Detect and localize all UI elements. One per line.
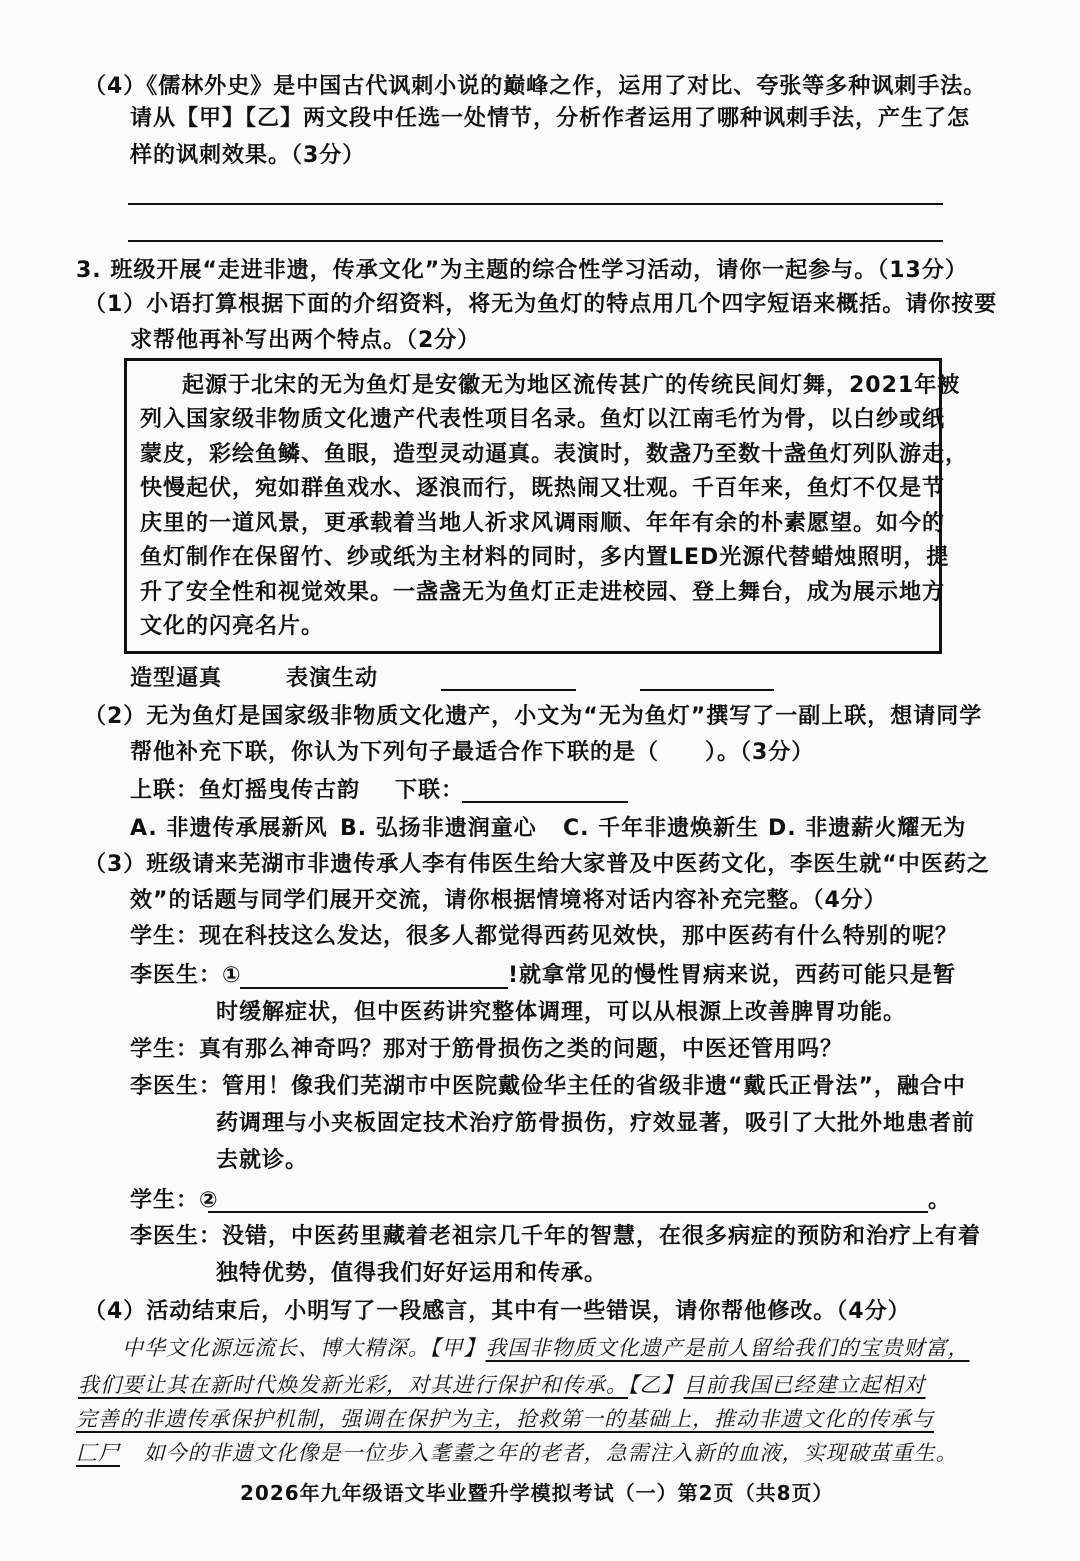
box-line-6: 鱼灯制作在保留竹、纱或纸为主材料的同时，多内置LED光源代替蜡烛照明，提 — [140, 545, 950, 570]
intro-box — [124, 358, 942, 654]
hw-part-4a: ⼕⼫ — [76, 1441, 120, 1465]
feature-1: 造型逼真 — [130, 666, 223, 691]
handwritten-line-3 — [76, 1404, 934, 1434]
dialogue-doctor-1-rest: !就拿常见的慢性胃病来说，西药可能只是暂 — [508, 963, 957, 988]
option-a: A. 非遗传承展新风 — [130, 816, 328, 841]
q2-4-line3: 样的讽刺效果。（3分） — [130, 143, 366, 168]
q2-4-line1: （4）《儒林外史》是中国古代讽刺小说的巅峰之作，运用了对比、夸张等多种讽刺手法。 — [84, 74, 987, 99]
dialogue-blank-1[interactable] — [240, 987, 508, 989]
feature-2: 表演生动 — [286, 666, 379, 691]
q3-2-line2: 帮他补充下联，你认为下列句子最适合作下联的是（ ）。（3分） — [130, 740, 815, 765]
dialogue-doctor-2-line2: 药调理与小夹板固定技术治疗筋骨损伤，疗效显著，吸引了大批外地患者前 — [216, 1111, 976, 1136]
q2-4-line2: 请从【甲】【乙】两文段中任选一处情节，分析作者运用了哪种讽刺手法，产生了怎 — [130, 106, 971, 131]
answer-line-1[interactable] — [128, 203, 943, 205]
hw-part-4b: 如今的非遗文化像是一位步入耄耋之年的老者，急需注入新的血液，实现破茧重生。 — [143, 1441, 958, 1465]
dialogue-student-3-label: 学生：② — [130, 1188, 219, 1213]
upper-couplet: 上联：鱼灯摇曳传古韵 — [130, 778, 361, 803]
dialogue-doctor-1-label: 李医生：① — [130, 963, 242, 988]
box-line-1: 起源于北宋的无为鱼灯是安徽无为地区流传甚广的传统民间灯舞，2021年被 — [182, 373, 961, 398]
q3-title: 3. 班级开展“走进非遗，传承文化”为主题的综合性学习活动，请你一起参与。（13分） — [76, 258, 968, 283]
option-c: C. 千年非遗焕新生 — [563, 816, 760, 841]
page-footer: 2026年九年级语文毕业暨升学模拟考试（一）第2页（共8页） — [240, 1481, 834, 1505]
q3-2-line1: （2）无为鱼灯是国家级非物质文化遗产，小文为“无为鱼灯”撰写了一副上联，想请同学 — [84, 704, 983, 729]
lower-couplet-blank[interactable] — [462, 801, 628, 803]
lower-couplet-label: 下联： — [395, 778, 465, 803]
dialogue-blank-2[interactable] — [208, 1211, 928, 1213]
dialogue-doctor-2-line1: 李医生：管用！像我们芜湖市中医院戴俭华主任的省级非遗“戴氏正骨法”，融合中 — [130, 1074, 966, 1099]
hw-part-1a: 中华文化源远流长、博大精深。【甲】 — [122, 1336, 486, 1360]
dialogue-student-2: 学生：真有那么神奇吗？那对于筋骨损伤之类的问题，中医还管用吗？ — [130, 1037, 844, 1062]
hw-part-2b: 【乙】 — [628, 1373, 684, 1397]
q3-3-line2: 效”的话题与同学们展开交流，请你根据情境将对话内容补充完整。（4分） — [130, 888, 887, 913]
dialogue-doctor-3-line1: 李医生：没错，中医药里藏着老祖宗几千年的智慧，在很多病症的预防和治疗上有着 — [130, 1224, 982, 1249]
box-line-4: 快慢起伏，宛如群鱼戏水、逐浪而行，既热闹又壮观。千百年来，鱼灯不仅是节 — [140, 476, 946, 501]
answer-line-2[interactable] — [128, 240, 943, 242]
handwritten-line-2 — [78, 1370, 926, 1400]
handwritten-line-1 — [122, 1333, 970, 1363]
hw-part-2c: 目前我国已经建立起相对 — [683, 1373, 926, 1397]
box-line-8: 文化的闪亮名片。 — [140, 614, 325, 639]
handwritten-line-4 — [76, 1438, 958, 1468]
dialogue-student-1: 学生：现在科技这么发达，很多人都觉得西药见效快，那中医药有什么特别的呢？ — [130, 924, 959, 949]
dialogue-doctor-1-cont: 时缓解症状，但中医药讲究整体调理，可以从根源上改善脾胃功能。 — [216, 1000, 907, 1025]
hw-part-3: 完善的非遗传承保护机制，强调在保护为主，抢救第一的基础上，推动非遗文化的传承与 — [76, 1407, 934, 1431]
feature-blank-2[interactable] — [640, 689, 774, 691]
feature-blank-1[interactable] — [441, 689, 576, 691]
box-line-2: 列入国家级非物质文化遗产代表性项目名录。鱼灯以江南毛竹为骨，以白纱或纸 — [140, 407, 946, 432]
box-line-3: 蒙皮，彩绘鱼鳞、鱼眼，造型灵动逼真。表演时，数盏乃至数十盏鱼灯列队游走， — [140, 442, 969, 467]
option-d: D. 非遗薪火耀无为 — [768, 816, 967, 841]
q3-1-line1: （1）小语打算根据下面的介绍资料，将无为鱼灯的特点用几个四字短语来概括。请你按要 — [84, 292, 998, 317]
q3-4-line1: （4）活动结束后，小明写了一段感言，其中有一些错误，请你帮他修改。（4分） — [84, 1299, 911, 1324]
hw-part-1b: 我国非物质文化遗产是前人留给我们的宝贵财富， — [485, 1336, 970, 1360]
dialogue-doctor-3-line2: 独特优势，值得我们好好运用和传承。 — [216, 1261, 608, 1286]
q3-1-line2: 求帮他再补写出两个特点。（2分） — [130, 328, 481, 353]
box-line-5: 庆里的一道风景，更承载着当地人祈求风调雨顺、年年有余的朴素愿望。如今的 — [140, 511, 946, 536]
q3-3-line1: （3）班级请来芜湖市非遗传承人李有伟医生给大家普及中医药文化，李医生就“中医药之 — [84, 852, 990, 877]
box-line-7: 升了安全性和视觉效果。一盏盏无为鱼灯正走进校园、登上舞台，成为展示地方 — [140, 580, 946, 605]
dialogue-student-3-end: 。 — [928, 1188, 952, 1213]
hw-part-2: 我们要让其在新时代焕发新光彩，对其进行保护和传承。 — [78, 1373, 628, 1397]
dialogue-doctor-2-line3: 去就诊。 — [216, 1148, 309, 1173]
option-b: B. 弘扬非遗润童心 — [340, 816, 537, 841]
